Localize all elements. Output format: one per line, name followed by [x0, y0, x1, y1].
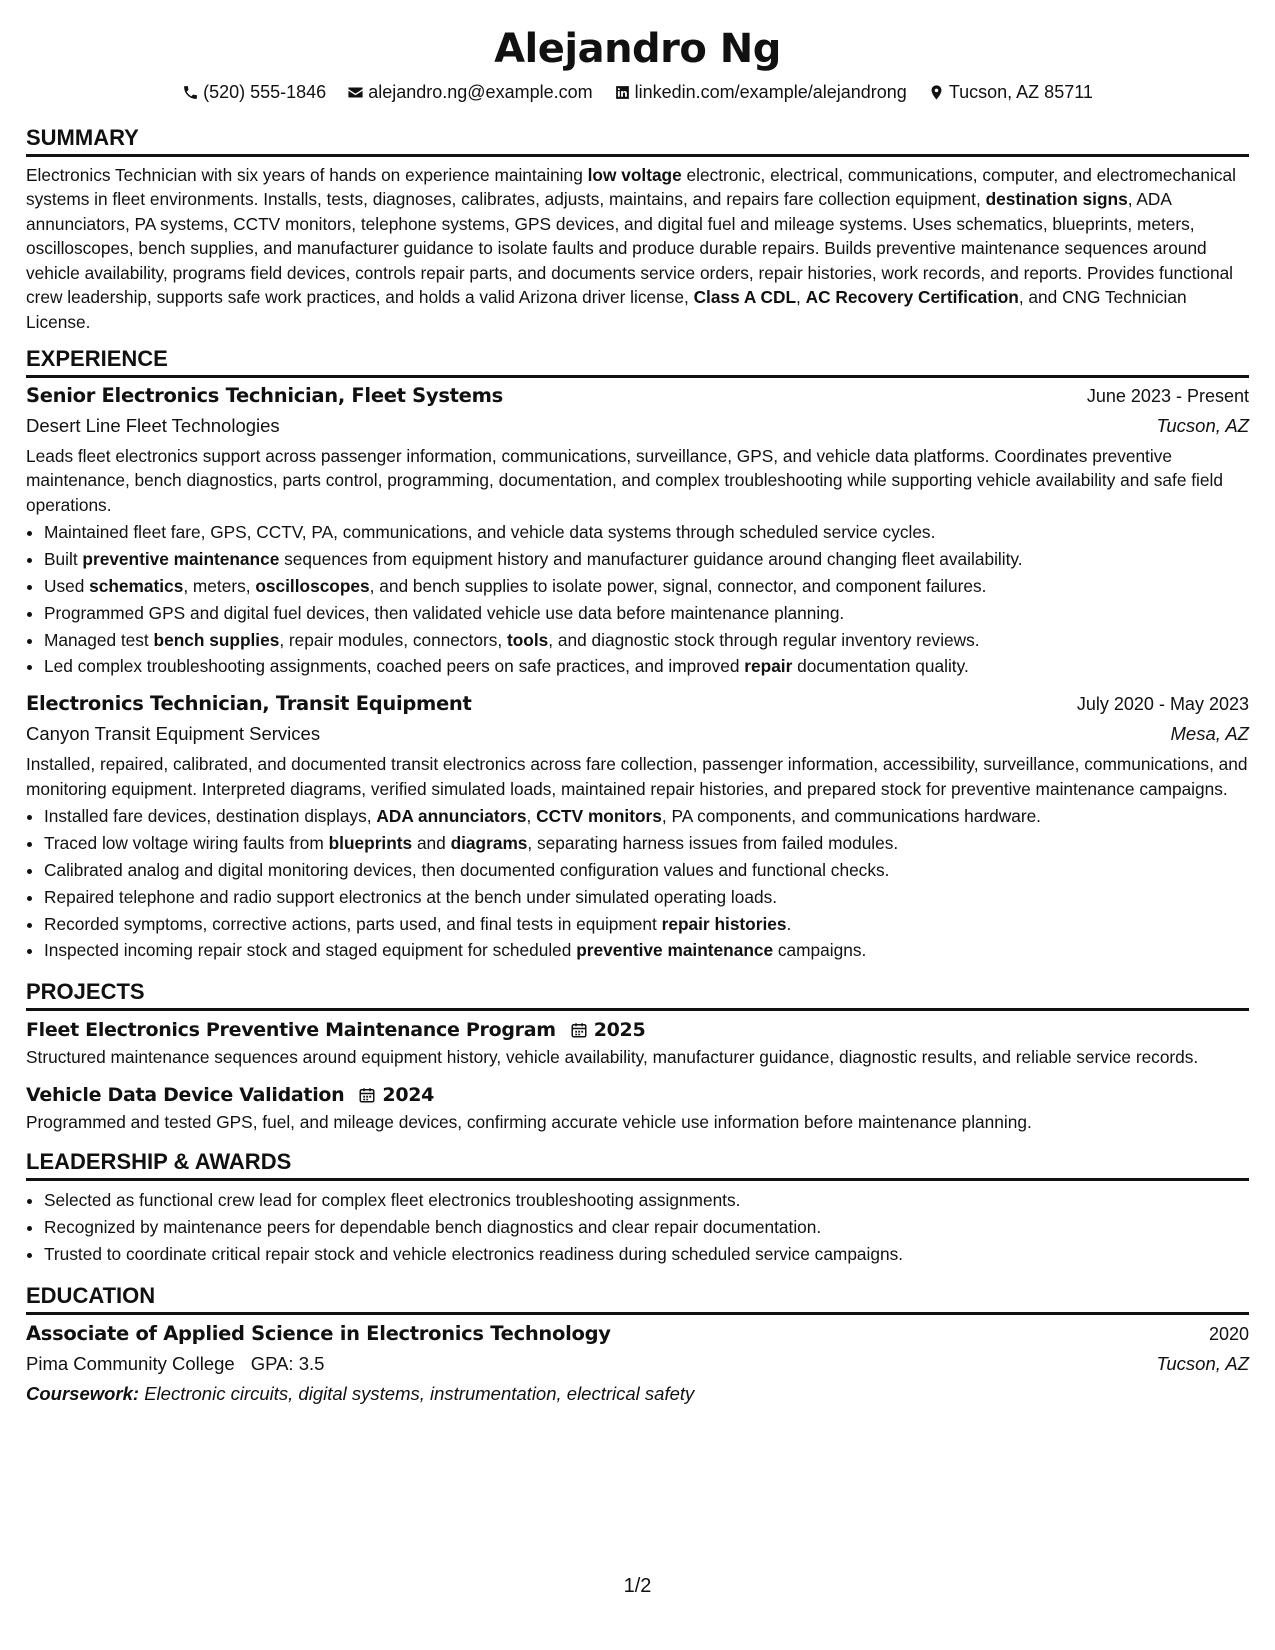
projects-section — [26, 978, 1249, 1134]
page-number: 1/2 — [623, 1575, 652, 1597]
job-entry — [26, 381, 1249, 681]
envelope-icon — [347, 84, 364, 101]
section-title-projects: PROJECTS — [26, 978, 1249, 1011]
job-location: Mesa, AZ — [1170, 723, 1249, 745]
linkedin-icon — [614, 84, 631, 101]
location-text: Tucson, AZ 85711 — [948, 82, 1093, 102]
education-location: Tucson, AZ — [1156, 1352, 1249, 1374]
summary-paragraph: Electronics Technician with six years of hands on experience maintaining low voltage electronic, electrical, communications, computer, and electromechanical systems in fleet environments. Installs, tests, diagnoses, calibrates, adjusts, maintains, and repairs fare collection equipment, destination signs, ADA annunciators, PA systems, CCTV monitors, telephone systems, GPS devices, and digital fuel and mileage systems. Uses schematics, blueprints, meters, oscilloscopes, bench supplies, and manufacturer guidance to isolate faults and produce durable repairs. Builds preventive maintenance sequences around vehicle availability, programs field devices, controls repair parts, and documents service orders, repair histories, work records, and reports. Provides functional crew leadership, supports safe work practices, and holds a valid Arizona driver license, Class A CDL, AC Recovery Certification, and CNG Technician License. — [26, 164, 1236, 333]
phone-icon — [182, 84, 199, 101]
job-company: Desert Line Fleet Technologies — [26, 414, 280, 436]
coursework-label: Coursework: — [26, 1382, 140, 1404]
contact-phone[interactable] — [182, 80, 326, 104]
project-year: 2024 — [382, 1083, 435, 1106]
job-title: Electronics Technician, Transit Equipment — [26, 692, 472, 716]
job-bullet: • Calibrated analog and digital monitoring devices, then documented configuration values and functional checks. — [44, 857, 1249, 884]
section-title-leadership: LEADERSHIP & AWARDS — [26, 1148, 1249, 1181]
candidate-name: Alejandro Ng — [494, 26, 781, 72]
school: Pima Community College — [26, 1352, 235, 1374]
project-title: Fleet Electronics Preventive Maintenance Program — [26, 1019, 556, 1042]
job-bullets — [26, 519, 1249, 680]
map-pin-icon — [928, 84, 945, 101]
job-bullet: • Installed fare devices, destination displays, ADA annunciators, CCTV monitors, PA components, and communications hardware. — [44, 803, 1249, 830]
coursework — [26, 1379, 1249, 1409]
calendar-icon — [358, 1086, 376, 1104]
job-dates: July 2020 - May 2023 — [1076, 694, 1249, 715]
job-bullet: • Managed test bench supplies, repair modules, connectors, tools, and diagnostic stock through regular inventory reviews. — [44, 627, 1249, 654]
summary-section — [26, 124, 1249, 335]
job-bullet: • Recorded symptoms, corrective actions, parts used, and final tests in equipment repair histories. — [44, 911, 1249, 938]
section-title-summary: SUMMARY — [26, 124, 1249, 157]
leadership-item: • Recognized by maintenance peers for dependable bench diagnostics and clear repair documentation. — [44, 1214, 1249, 1241]
project-entry — [26, 1080, 1249, 1135]
gpa: GPA: 3.5 — [250, 1352, 325, 1374]
contact-email[interactable] — [347, 80, 592, 104]
job-description: Leads fleet electronics support across passenger information, communications, surveillance, GPS, and vehicle data platforms. Coordinates preventive maintenance, bench diagnostics, parts control, programming, documentation, and complex troubleshooting while supporting vehicle availability and safe field operations. — [26, 445, 1223, 515]
section-title-education: EDUCATION — [26, 1282, 1249, 1315]
job-bullet: • Programmed GPS and digital fuel devices, then validated vehicle use data before maintenance planning. — [44, 600, 1249, 627]
education-year: 2020 — [1208, 1323, 1249, 1344]
job-description: Installed, repaired, calibrated, and documented transit electronics across fare collection, passenger information, accessibility, surveillance, communications, and monitoring equipment. Interpreted diagrams, verified simulated loads, maintained repair histories, and prepared stock for preventive maintenance campaigns. — [26, 754, 1248, 799]
job-bullet: • Used schematics, meters, oscilloscopes, and bench supplies to isolate power, signal, connector, and component failures. — [44, 573, 1249, 600]
project-year: 2025 — [593, 1019, 646, 1042]
job-bullet: • Maintained fleet fare, GPS, CCTV, PA, communications, and vehicle data systems through scheduled service cycles. — [44, 519, 1249, 546]
job-bullet: • Led complex troubleshooting assignments, coached peers on safe practices, and improved repair documentation quality. — [44, 653, 1249, 680]
job-dates: June 2023 - Present — [1086, 385, 1249, 406]
contact-linkedin[interactable] — [614, 80, 907, 104]
job-bullet: • Traced low voltage wiring faults from blueprints and diagrams, separating harness issues from failed modules. — [44, 830, 1249, 857]
degree: Associate of Applied Science in Electronics Technology — [26, 1321, 611, 1345]
coursework-text: Electronic circuits, digital systems, instrumentation, electrical safety — [139, 1382, 695, 1404]
contact-bar — [26, 80, 1249, 107]
education-section — [26, 1282, 1249, 1409]
resume-page — [26, 0, 1249, 1409]
leadership-item: • Trusted to coordinate critical repair stock and vehicle electronics readiness during scheduled service campaigns. — [44, 1241, 1249, 1268]
job-bullet: • Repaired telephone and radio support electronics at the bench under simulated operating loads. — [44, 884, 1249, 911]
job-location: Tucson, AZ — [1156, 414, 1249, 436]
project-entry — [26, 1015, 1249, 1070]
job-bullet: • Built preventive maintenance sequences from equipment history and manufacturer guidance around changing fleet availability. — [44, 546, 1249, 573]
project-title: Vehicle Data Device Validation — [26, 1083, 345, 1106]
job-title: Senior Electronics Technician, Fleet Systems — [26, 383, 503, 407]
job-company: Canyon Transit Equipment Services — [26, 723, 321, 745]
job-entry — [26, 689, 1249, 964]
job-bullet: • Inspected incoming repair stock and staged equipment for scheduled preventive maintenance campaigns. — [44, 937, 1249, 964]
phone-text: (520) 555-1846 — [203, 82, 327, 102]
leadership-section — [26, 1148, 1249, 1267]
project-description: Structured maintenance sequences around equipment history, vehicle availability, manufacturer guidance, diagnostic results, and reliable service records. — [26, 1047, 1199, 1068]
leadership-list — [26, 1187, 1249, 1267]
linkedin-text: linkedin.com/example/alejandrong — [634, 82, 907, 102]
calendar-icon — [570, 1021, 588, 1039]
section-title-experience: EXPERIENCE — [26, 345, 1249, 378]
project-description: Programmed and tested GPS, fuel, and mileage devices, confirming accurate vehicle use information before maintenance planning. — [26, 1111, 1032, 1132]
email-text: alejandro.ng@example.com — [368, 82, 593, 102]
leadership-item: • Selected as functional crew lead for complex fleet electronics troubleshooting assignments. — [44, 1187, 1249, 1214]
experience-section — [26, 345, 1249, 965]
job-bullets — [26, 803, 1249, 964]
contact-location — [928, 80, 1093, 104]
